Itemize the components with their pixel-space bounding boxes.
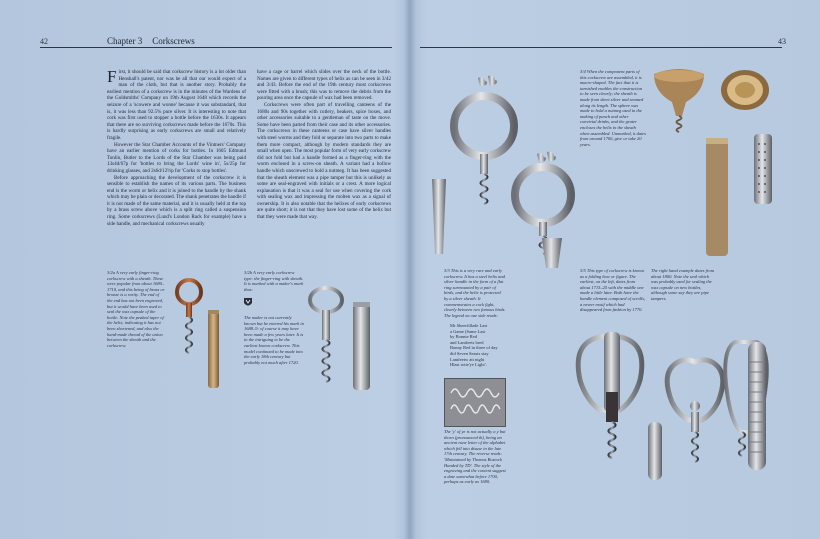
running-header	[107, 36, 195, 46]
gutter-shadow	[404, 0, 416, 539]
legend-line: Lantfeetw att night	[450, 356, 485, 362]
chapter-title: Corkscrews	[152, 36, 195, 46]
header-rule-left	[40, 47, 392, 48]
caption-3-4: 3/4 When the component parts of this corkscrew are assembled, it is macro-shaped. The fact that it is tarnished enables the construction to be seen clearly; the sheath is made from sheet silver and seamed along its length. The sphere was made to hold a nutmeg used in the making of punch and other convivial drinks, and the grater encloses the helix in the sheath when assembled. Unmarked, it dates from around 1700, give or take 20 years.	[580, 69, 646, 147]
caption-engraving: The 'y' of ye is not actually a y but thorn (pronounced th), being an ancient rune letter of the alphabet which fell into disuse in the late 17th century. The reverse reads: 'Maintained by Thomas Bostock Handed by TD'. The style of the engraving and the content suggest a date somewhat before 1700, perhaps as early as 1680.	[444, 429, 506, 485]
legend-line: Bonny Red in three of day	[450, 345, 498, 351]
caption-3-2b	[244, 270, 304, 292]
cockfight-corkscrew-large-photo	[418, 74, 513, 259]
finger-ring-corkscrew-photo	[172, 278, 222, 398]
body-column-2	[257, 69, 391, 221]
caption-3-2a: 3/2a A very early finger-ring corkscrew with a sheath. These were popular from about 1680–1710, and this being of brass or bronze is a rarity. The end of the end has not been engraved, but it would have been used to seal the wax capsule of the bottle. Note the peaked taper of the helix, indicating it has not been shortened, and also the hand-made thread of the union between the sheath and the corkscrew.	[107, 270, 165, 348]
silver-sheath-photo	[538, 238, 568, 268]
caption-3-2b-detail: The maker is not currently known but he entered his mark in 1688–9: of course it may have been made a few years later. It is in the intriguing to be the earliest known corkscrew. This model continued to be made into the early 18th century but probably not much after 1720.	[244, 315, 304, 365]
legend-line: did Seven Seasts stay	[450, 350, 489, 356]
nutmeg-grater-parts-photo	[648, 68, 783, 268]
body-paragraph: However the Star Chamber Accounts of the Vintners' Company have an earlier mention of corks for bottles. In 1605 Edmund Tonlin, Butler to the Lords of the Star Chamber was being paid 13s4d/67p for 'bottles to bring the Lords' wine in', 5s/25p for drinking glasses, and 2s6d/12½p for 'Corks to stop bottles'.	[107, 141, 246, 174]
caption-3-3: 3/3 This is a very rare and early corkscrew. It has a steel helix and silver handle in the form of a flat ring surmounted by a pair of birds, and the helix is protected by a silver sheath. It commemorates a cock fight, clearly between two famous birds. The legend on one side reads:	[444, 268, 506, 318]
legend-line: and Lantfeets bred	[450, 339, 484, 345]
engraving-script-image	[445, 379, 505, 426]
engraving-detail-photo	[444, 378, 506, 427]
legend-line: Hlast rotte'ye Light'.	[450, 362, 487, 368]
legend-line: by Bonnie Red	[450, 334, 477, 340]
body-paragraph: have a cage or barrel which slides over the neck of the bottle. Names are given to different types of helix as can be seen in 3/42 and 3/43. Before the end of the 19th century most corkscrews were fitted with a brush; this was to remove the debris from the pouring area once the capsule of wax had been removed.	[257, 69, 391, 102]
folding-bow-corkscrews-photo	[570, 302, 785, 532]
caption-3-5-right: The right hand example dates from about 1800. Note the seal which was probably used for sealing the wax capsule on new bottles, although some say they are pipe tampers.	[651, 268, 714, 301]
left-page-number: 42	[40, 37, 48, 46]
right-page-number: 43	[778, 37, 786, 46]
drop-cap: F	[107, 67, 117, 86]
body-paragraph: Before approaching the development of the corkscrew it is sensible to establish the names of its various parts. The business end is the worm or helix and it is joined to the handle by the shank which may be plain or decorated. The shank penetrates the handle if it is not made of the same material, and it is usually held at the top by a brass screw above which is a split ring called a suspension ring. Some corkscrews (Lund's London Rack for example) have a side handle, and mechanical corkscrews usually	[107, 174, 246, 227]
makers-mark-icon	[244, 298, 252, 307]
body-paragraph: irst, it should be said that corkscrew history is a lot older than Henshall's patent, nor was he all that our would expect of a man of the cloth, but that is another story. Probably the earliest mention of a corkscrew is in the minutes of the Wardens of the Goldsmiths' Company on 19th August 1648 which records the seizure of a 'scowere and wonne' because it was substandard, that is, it was less than 92.5% pure silver. It is interesting to note that cork was first used to stopper a bottle before the 1630s. It appears that there are no surviving corkscrews made before the 1670s. This is hardly surprising as early corkscrews are small and relatively fragile.	[107, 69, 246, 141]
caption-3-2b-text: 3/2b A very early corkscrew type: the finger-ring with sheath. It is marked with a maker's mark thus:	[244, 270, 304, 292]
silver-finger-ring-corkscrew-photo	[303, 282, 383, 407]
legend-line: a Game (Same Last	[450, 328, 486, 334]
legend-line: Mr Sheerfillade Last	[450, 323, 488, 328]
header-rule-right	[420, 47, 782, 48]
body-paragraph: Corkscrews were often part of travelling canteens of the 1680s and 90s together with cutlery, beakers, spice boxes, and other accessories suitable to a gentleman of taste on the move. Some have been parted from their case and its other accessories. The corkscrews in these canteens or case have silver handles with steel worms and they fold or separate into two parts to make them more compact, although by modern standards they are small when open. The most popular form of very early corkscrew did not fold but had a handle formed as a finger-ring with the worm enclosed in a screw-on sheath. A variant had a hollow handle which unscrewed to hold a nutmeg. It has been suggested that the sheath element was a pipe tamper but this is unlikely as some are seal-engraved with initials or a crest. A more logical explanation is that it was a seal for use when covering the cork with sealing wax and impressing the molten wax as a signal of ownership. It is also notable that the helixes of early corkscrews are quite short; it is not that they have lost some of the helix but that they were made that way.	[257, 101, 391, 221]
cockfight-legend	[450, 323, 506, 368]
chapter-label: Chapter 3	[107, 36, 143, 46]
body-column-1	[107, 69, 246, 227]
caption-3-5: 3/5 This type of corkscrew is known as a folding bow or figure. The earliest, on the left, dates from about 1715–25 with the middle one made a little later. Both have the handle element composed of scrolls, a newer motif which had disappeared from fashion by 1770.	[580, 268, 646, 313]
